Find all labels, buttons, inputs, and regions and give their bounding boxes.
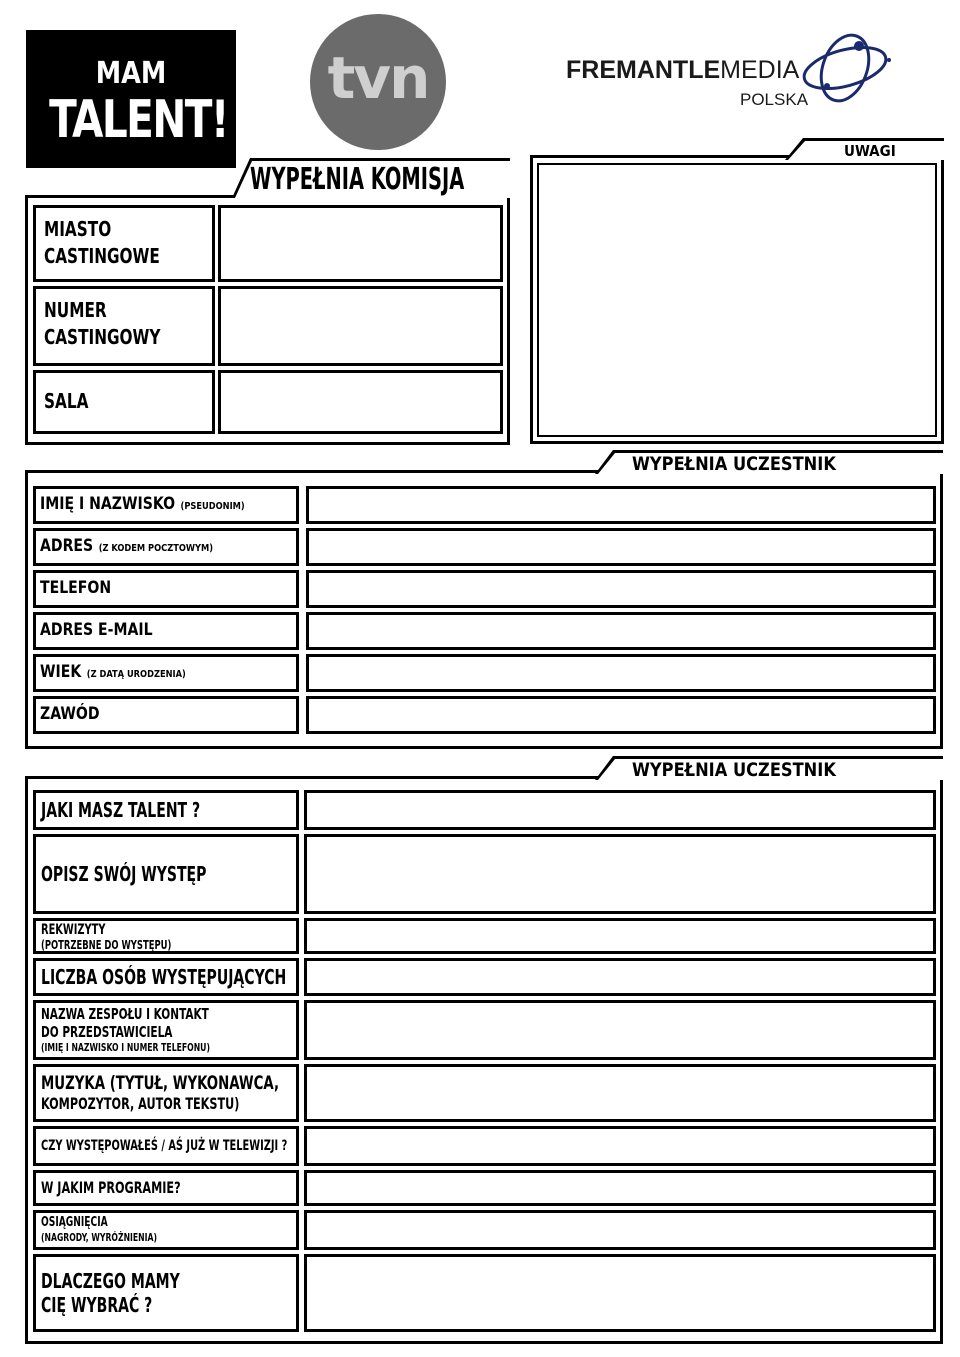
commission-label: MIASTO CASTINGOWE xyxy=(44,217,160,268)
achievements-field[interactable] xyxy=(304,1210,936,1250)
phone-field[interactable] xyxy=(306,570,936,608)
participant-label-line: NAZWA ZESPOŁU I KONTAKT xyxy=(41,1005,209,1024)
participant-label-line: (IMIĘ I NAZWISKO I NUMER TELEFONU) xyxy=(41,1040,210,1054)
participant-label-line: (NAGRODY, WYRÓŻNIENIA) xyxy=(41,1230,158,1244)
participant-label-line: MUZYKA (TYTUŁ, WYKONAWCA, xyxy=(41,1071,280,1094)
label-main: ADRES xyxy=(40,536,94,556)
casting-city-field[interactable] xyxy=(218,205,503,282)
fremantle-wordmark xyxy=(566,56,799,85)
fremantle-light: MEDIA xyxy=(720,56,800,84)
props-field[interactable] xyxy=(304,918,936,954)
participant-label xyxy=(40,663,186,683)
notes-title: UWAGI xyxy=(844,142,896,160)
email-field[interactable] xyxy=(306,612,936,650)
label-sub: (Z DATĄ URODZENIA) xyxy=(86,669,186,680)
participant-label-line: OPISZ SWÓJ WYSTĘP xyxy=(41,861,207,886)
participant-label-line: REKWIZYTY xyxy=(41,922,106,938)
fremantle-bold: FREMANTLE xyxy=(566,56,721,84)
fremantle-sub: POLSKA xyxy=(740,90,809,109)
tvn-logo-text: tvn xyxy=(327,44,429,112)
full-name-field[interactable] xyxy=(306,486,936,524)
participant-label-line: JAKI MASZ TALENT ? xyxy=(41,797,201,822)
performers-count-field[interactable] xyxy=(304,958,936,996)
talent-field[interactable] xyxy=(304,790,936,830)
age-field[interactable] xyxy=(306,654,936,692)
notes-field[interactable] xyxy=(537,163,937,437)
participant-label xyxy=(40,537,213,557)
why-choose-you-field[interactable] xyxy=(304,1254,936,1332)
participant-label-line: (POTRZEBNE DO WYSTĘPU) xyxy=(41,937,172,952)
commission-label: NUMER CASTINGOWY xyxy=(44,298,161,349)
participant-label xyxy=(40,579,117,599)
fremantle-media-logo xyxy=(562,40,902,120)
address-field[interactable] xyxy=(306,528,936,566)
label-sub: (Z KODEM POCZTOWYM) xyxy=(98,543,214,554)
participant-label-line: CIĘ WYBRAĆ ? xyxy=(41,1292,153,1317)
performance-description-field[interactable] xyxy=(304,834,936,914)
tv-experience-field[interactable] xyxy=(304,1126,936,1166)
logo-line2: TALENT! xyxy=(49,90,228,150)
commission-title: WYPEŁNIA KOMISJA xyxy=(250,162,465,197)
participant-title-1: WYPEŁNIA UCZESTNIK xyxy=(632,453,836,475)
band-contact-field[interactable] xyxy=(304,1000,936,1060)
participant-label xyxy=(40,621,158,641)
logo-line1: MAM xyxy=(95,56,167,91)
participant-label-line: DLACZEGO MAMY xyxy=(41,1269,180,1293)
tvn-logo xyxy=(310,14,446,150)
participant-label-line: LICZBA OSÓB WYSTĘPUJĄCYCH xyxy=(41,964,287,989)
program-field[interactable] xyxy=(304,1170,936,1206)
occupation-field[interactable] xyxy=(306,696,936,734)
globe-icon xyxy=(797,30,897,110)
label-sub: (PSEUDONIM) xyxy=(180,501,245,512)
room-field[interactable] xyxy=(218,370,503,434)
participant-label xyxy=(40,495,245,515)
participant-label-line: CZY WYSTĘPOWAŁEŚ / AŚ JUŻ W TELEWIZJI ? xyxy=(41,1137,288,1154)
participant-label xyxy=(40,705,105,725)
label-main: IMIĘ I NAZWISKO xyxy=(40,494,176,514)
participant-label-line: KOMPOZYTOR, AUTOR TEKSTU) xyxy=(41,1094,240,1114)
label-main: ZAWÓD xyxy=(40,704,100,724)
participant-label-line: W JAKIM PROGRAMIE? xyxy=(41,1177,181,1197)
casting-number-field[interactable] xyxy=(218,286,503,366)
label-main: TELEFON xyxy=(40,578,112,598)
commission-label: SALA xyxy=(44,389,89,413)
music-field[interactable] xyxy=(304,1064,936,1122)
label-main: ADRES E-MAIL xyxy=(40,620,153,640)
participant-title-2: WYPEŁNIA UCZESTNIK xyxy=(632,759,836,781)
label-main: WIEK xyxy=(40,662,82,682)
participant-label-line: OSIĄGNIĘCIA xyxy=(41,1215,108,1231)
mam-talent-logo xyxy=(26,30,236,168)
participant-label-line: DO PRZEDSTAWICIELA xyxy=(41,1023,173,1042)
